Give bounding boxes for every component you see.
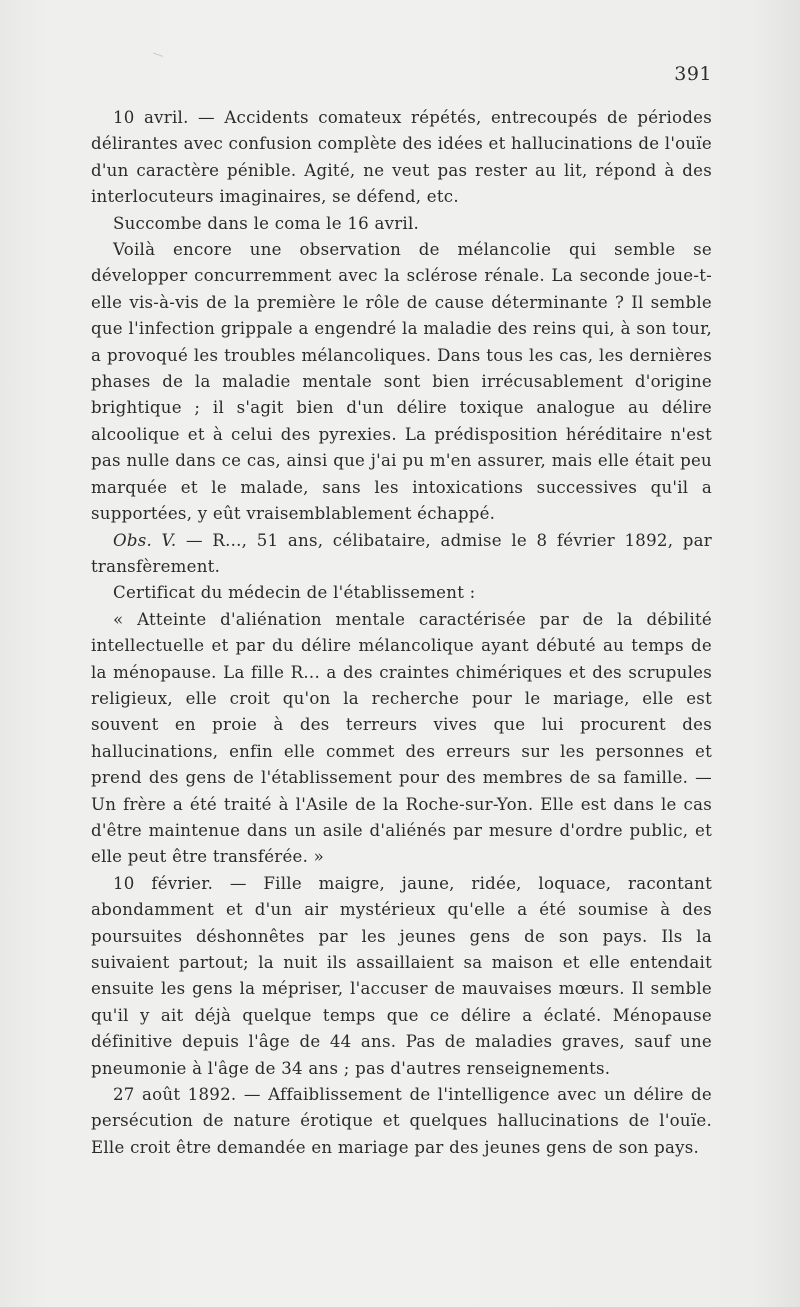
paragraph-commentary: Voilà encore une observation de mélancolie qui semble se développer concurremment avec la sclérose rénale. La seconde joue-t-elle vis-à-vis de la première le rôle de cause déterminante ? Il semble que l'infection grippale a engendré la maladie des reins qui, à son tour, a provoqué les troubles mélancoliques. Dans tous les cas, les dernières phases de la maladie mentale sont bien irrécusablement d'origine brightique ; il s'agit bien d'un délire toxique analogue au délire alcoolique et à celui des pyrexies. La prédisposition héréditaire n'est pas nulle dans ce cas, ainsi que j'ai pu m'en assurer, mais elle était peu marquée et le malade, sans les intoxications successives qu'il a supportées, y eût vraisemblablement échappé. — [91, 240, 712, 524]
paragraph-death-note: Succombe dans le coma le 16 avril. — [113, 213, 420, 233]
paper-speck — [151, 52, 162, 61]
paragraph-april-10: 10 avril. — Accidents comateux répétés, entrecoupés de périodes délirantes avec confusion complète des idées et hallucinations de l'ouïe d'un caractère pénible. Agité, ne veut pas rester au lit, répond à des interlocuteurs imaginaires, se défend, etc. — [91, 108, 712, 207]
paragraph-august-27: 27 août 1892. — Affaiblissement de l'intelligence avec un délire de persécution de nature érotique et quelques hallucinations de l'ouïe. Elle croit être demandée en mariage par des jeunes gens de son pays. — [91, 1085, 712, 1157]
observation-label: Obs. V. — [113, 530, 177, 550]
paragraph-certificate-intro: Certificat du médecin de l'établissement : — [113, 583, 476, 603]
page-number: 391 — [674, 63, 712, 85]
paragraph-february-10: 10 février. — Fille maigre, jaune, ridée, loquace, racontant abondamment et d'un air mystérieux qu'elle a été soumise à des poursuites déshonnêtes par les jeunes gens de son pays. Ils la suivaient partout; la nuit ils assaillaient sa maison et elle entendait ensuite les gens la mépriser, l'accuser de mauvaises mœurs. Il semble qu'il y ait déjà quelque temps que ce délire a éclaté. Ménopause définitive depuis l'âge de 44 ans. Pas de maladies graves, sauf une pneumonie à l'âge de 34 ans ; pas d'autres renseignements. — [91, 873, 712, 1078]
paragraph-certificate-quote: « Atteinte d'aliénation mentale caractérisée par de la débilité intellectuelle et par du délire mélancolique ayant débuté au temps de la ménopause. La fille R... a des craintes chimériques et des scrupules religieux, elle croit qu'on la recherche pour le mariage, elle est souvent en proie à des terreurs vives que lui procurent des hallucinations, enfin elle commet des erreurs sur les personnes et prend des gens de l'établissement pour des membres de sa famille. — Un frère a été traité à l'Asile de la Roche-sur-Yon. Elle est dans le cas d'être maintenue dans un asile d'aliénés par mesure d'ordre public, et elle peut être transférée. » — [91, 609, 712, 867]
observation-details: — R..., 51 ans, célibataire, admise le 8 février 1892, par transfèrement. — [91, 530, 712, 576]
paragraph-observation-heading — [91, 528, 712, 581]
body-text — [91, 105, 712, 1161]
